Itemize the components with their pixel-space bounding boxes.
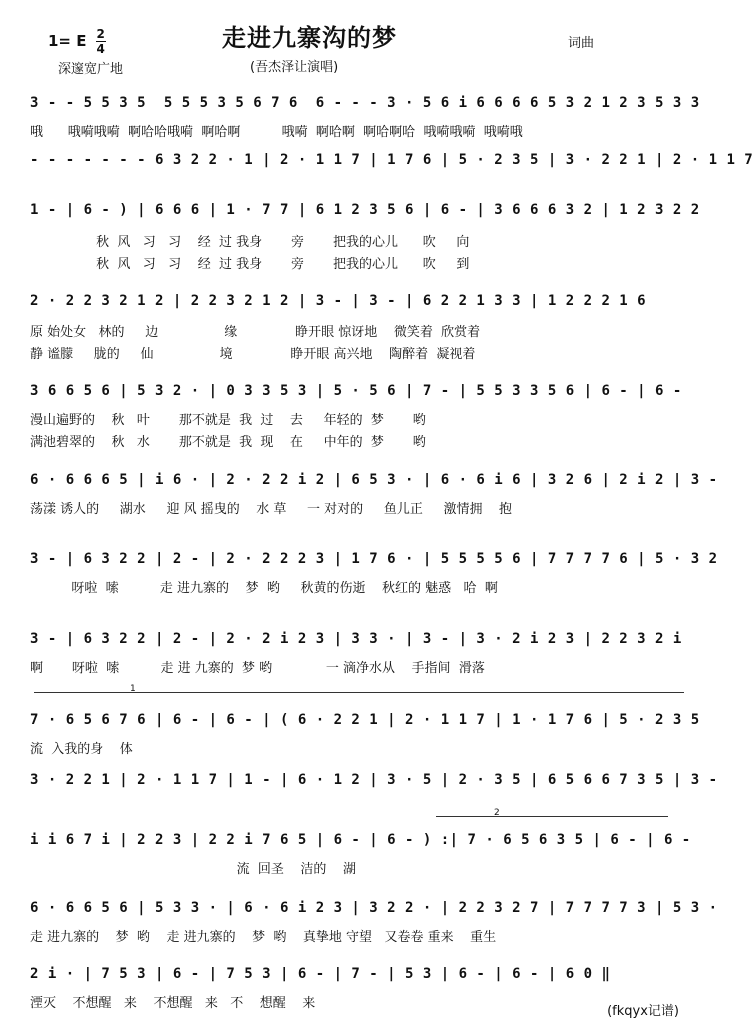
key-label: 1= E <box>48 32 87 50</box>
lyrics-line: 流 回圣 洁的 湖 <box>30 862 356 877</box>
lyrics-line: 流 入我的身 体 <box>30 742 133 757</box>
notation-row: 7 · 6 5 6 7 6 | 6 - | 6 - | ( 6 · 2 2 1 | 2 · 1 1 7 | 1 · 1 7 6 | 5 · 2 3 5 <box>30 712 700 728</box>
notation-row: 2 i · | 7 5 3 | 6 - | 7 5 3 | 6 - | 7 - | 5 3 | 6 - | 6 - | 6 0 ‖ <box>30 966 611 982</box>
time-top: 2 <box>96 27 105 41</box>
lyrics-line: 湮灭 不想醒 来 不想醒 来 不 想醒 来 <box>30 996 316 1011</box>
lyrics-line: 荡漾 诱人的 湖水 迎 风 摇曳的 水 草 一 对对的 鱼儿正 激情拥 抱 <box>30 502 513 517</box>
lyrics-line: 啊 呀啦 嗦 走 进 九寨的 梦 哟 一 滴净水从 手指间 滑落 <box>30 661 485 676</box>
notation-row: 3 6 6 5 6 | 5 3 2 · | 0 3 3 5 3 | 5 · 5 6 | 7 - | 5 5 3 3 5 6 | 6 - | 6 - <box>30 383 682 399</box>
lyrics-line: 漫山遍野的 秋 叶 那不就是 我 过 去 年轻的 梦 哟 <box>30 413 426 428</box>
lyrics-line: 呀啦 嗦 走 进九寨的 梦 哟 秋黄的伤逝 秋红的 魅惑 哈 啊 <box>30 581 498 596</box>
volta-bracket <box>436 816 668 817</box>
lyrics-line: 满池碧翠的 秋 水 那不就是 我 现 在 中年的 梦 哟 <box>30 435 426 450</box>
time-signature <box>96 28 106 55</box>
notation-row: 3 - | 6 3 2 2 | 2 - | 2 · 2 2 2 3 | 1 7 6 · | 5 5 5 5 6 | 7 7 7 7 6 | 5 · 3 2 <box>30 551 718 567</box>
notation-row: 3 - | 6 3 2 2 | 2 - | 2 · 2 i 2 3 | 3 3 · | 3 - | 3 · 2 i 2 3 | 2 2 3 2 i <box>30 631 682 647</box>
transcriber-credit: (fkqyx记谱) <box>607 1004 679 1019</box>
lyrics-line: 走 进九寨的 梦 哟 走 进九寨的 梦 哟 真挚地 守望 又卷卷 重来 重生 <box>30 930 497 945</box>
song-title: 走进九寨沟的梦 <box>222 24 397 52</box>
notation-row: 6 · 6 6 5 6 | 5 3 3 · | 6 · 6 i 2 3 | 3 2 2 · | 2 2 3 2 7 | 7 7 7 7 3 | 5 3 · <box>30 900 718 916</box>
lyrics-line: 哦 哦嗬哦嗬 啊哈哈哦嗬 啊哈啊 哦嗬 啊哈啊 啊哈啊哈 哦嗬哦嗬 哦嗬哦 <box>30 125 523 140</box>
notation-row: 2 · 2 2 3 2 1 2 | 2 2 3 2 1 2 | 3 - | 3 - | 6 2 2 1 3 3 | 1 2 2 2 1 6 <box>30 293 647 309</box>
notation-row: 3 · 2 2 1 | 2 · 1 1 7 | 1 - | 6 · 1 2 | 3 · 5 | 2 · 3 5 | 6 5 6 6 7 3 5 | 3 - <box>30 772 718 788</box>
lyrics-line: 静 谧朦 胧的 仙 境 睁开眼 高兴地 陶醉着 凝视着 <box>30 347 476 362</box>
song-subtitle: (吾杰泽让演唱) <box>250 60 339 75</box>
lyrics-line: 秋 风 习 习 经 过 我身 旁 把我的心儿 吹 向 <box>30 235 470 250</box>
lyrics-line: 秋 风 习 习 经 过 我身 旁 把我的心儿 吹 到 <box>30 257 470 272</box>
notation-row: 3 - - 5 5 3 5 5 5 5 3 5 6 7 6 6 - - - 3 · 5 6 i 6 6 6 6 5 3 2 1 2 3 5 3 3 <box>30 95 700 111</box>
volta-number: 2 <box>494 808 500 818</box>
notation-row: - - - - - - - 6 3 2 2 · 1 | 2 · 1 1 7 | 1 7 6 | 5 · 2 3 5 | 3 · 2 2 1 | 2 · 1 1 7 <box>30 152 753 168</box>
volta-number: 1 <box>130 684 136 694</box>
expression-mark: 深邃宽广地 <box>58 62 124 77</box>
lyrics-line: 原 始处女 林的 边 缘 睁开眼 惊讶地 微笑着 欣赏着 <box>30 325 481 340</box>
notation-row: i i 6 7 i | 2 2 3 | 2 2 i 7 6 5 | 6 - | 6 - ) :| 7 · 6 5 6 3 5 | 6 - | 6 - <box>30 832 691 848</box>
notation-row: 6 · 6 6 6 5 | i 6 · | 2 · 2 2 i 2 | 6 5 3 · | 6 · 6 i 6 | 3 2 6 | 2 i 2 | 3 - <box>30 472 718 488</box>
lyricist-composer: 词曲 <box>568 36 595 51</box>
key-signature <box>48 28 106 55</box>
time-bottom: 4 <box>96 42 105 56</box>
notation-row: 1 - | 6 - ) | 6 6 6 | 1 · 7 7 | 6 1 2 3 5 6 | 6 - | 3 6 6 6 3 2 | 1 2 3 2 2 <box>30 202 700 218</box>
